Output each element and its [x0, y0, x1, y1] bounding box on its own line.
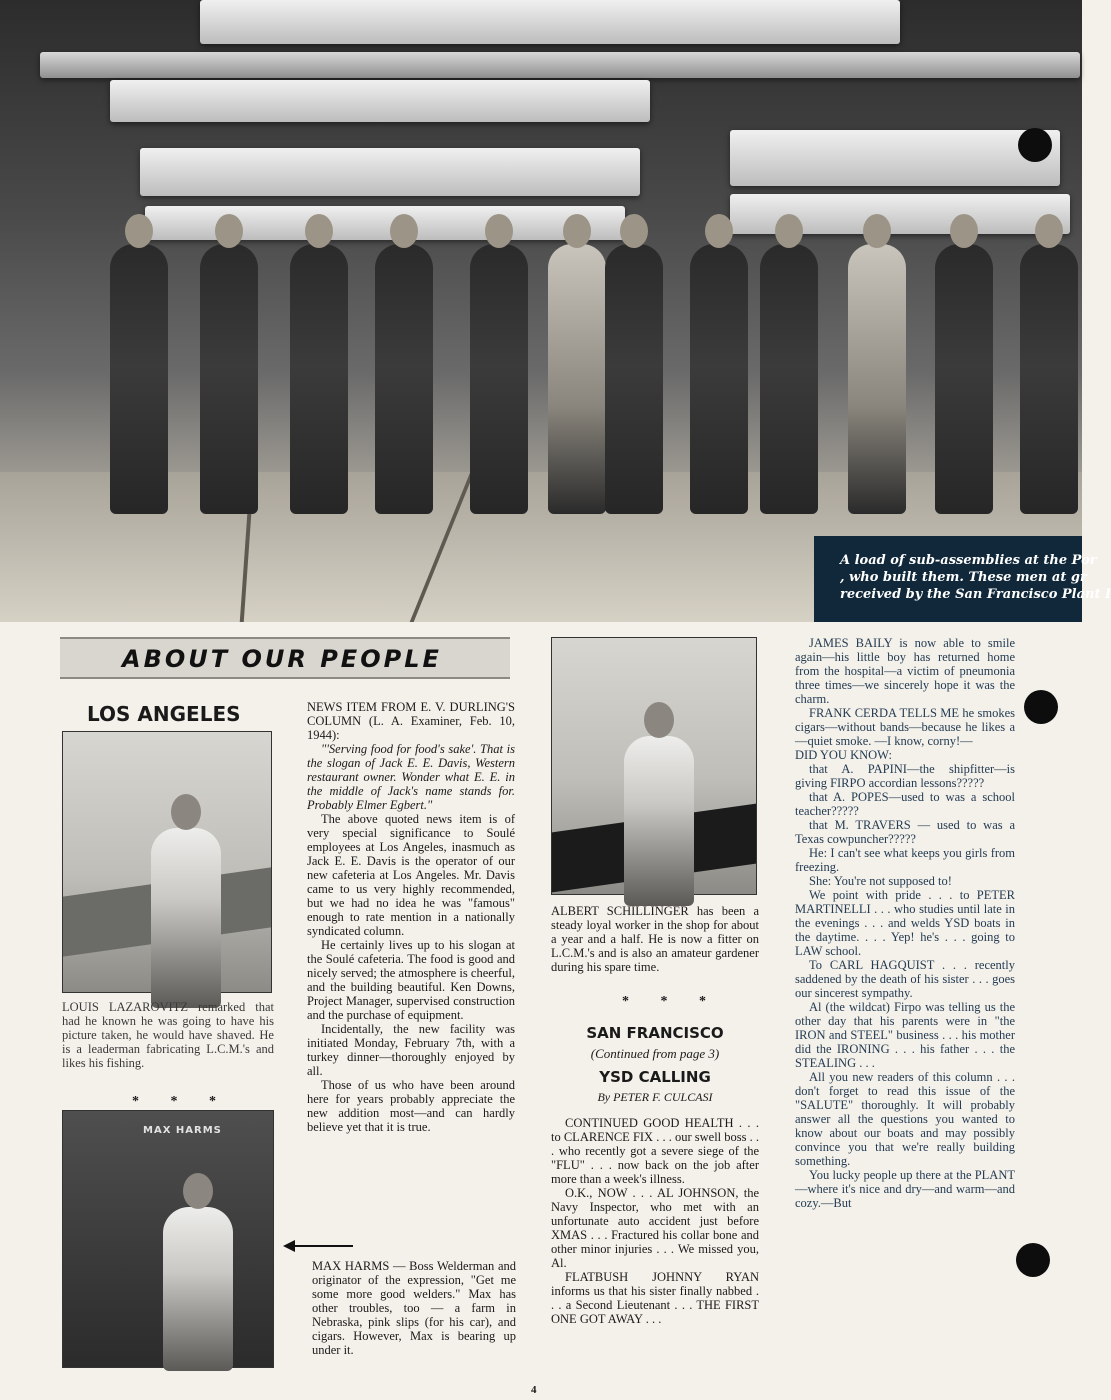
ysd-paragraph: She: You're not supposed to! [809, 874, 952, 888]
worker-figure [200, 244, 258, 514]
worker-figure [375, 244, 433, 514]
ysd-column-part-1 [551, 1116, 759, 1326]
ysd-paragraph: You lucky people up there at the PLANT—where it's nice and dry—and warm—and cozy.—But [795, 1168, 1015, 1210]
photo-stencil-label: MAX HARMS [143, 1125, 222, 1136]
banner-title: ABOUT OUR PEOPLE [122, 645, 442, 673]
photo-beam [110, 80, 650, 122]
photo-beam [40, 52, 1080, 78]
news-item-paragraph: The above quoted news item is of very special significance to Soulé employees at Los Angeles, inasmuch as Jack E. E. Davis is the operator of our new cafeteria at Los Angeles. Mr. Davis came to us very highly recommended, but we had no idea he was "famous" enough to rate mention in a nationally syndicated column. [307, 812, 515, 938]
ysd-paragraph: that A. PAPINI—the shipfitter—is giving FIRPO accordian lessons????? [795, 762, 1015, 790]
binder-hole [1016, 1243, 1050, 1277]
san-francisco-heading: SAN FRANCISCO [586, 1024, 724, 1042]
news-item-paragraph: Incidentally, the new facility was initiated Monday, February 7th, with a turkey dinner—thoroughly enjoyed by all. [307, 1022, 515, 1078]
worker-figure [848, 244, 906, 514]
ysd-paragraph: CONTINUED GOOD HEALTH . . . to CLARENCE FIX . . . our swell boss . . . who recently got a severe siege of the "FLU" . . . now back on the job after more than a week's illness. [551, 1116, 759, 1186]
news-item-heading: NEWS ITEM FROM E. V. DURLING'S COLUMN (L. A. Examiner, Feb. 10, 1944): [307, 700, 515, 742]
photo-caption-line: , who built them. These men at gr [840, 570, 1087, 585]
ysd-paragraph: All you new readers of this column . . . don't forget to read this issue of the "SALUTE" thoroughly. It will probably answer all the questions you wanted to know about our boats and may possibly convince you that we're really building something. [795, 1070, 1015, 1168]
news-item-quote: "'Serving food for food's sake'. That is the slogan of Jack E. E. Davis, Western restaurant owner. Wonder what E. E. in the middle of Jack's name stands for. Probably Elmer Egbert." [307, 742, 515, 812]
person-figure [151, 828, 221, 1008]
continued-note: (Continued from page 3) [590, 1046, 720, 1061]
about-our-people-banner [60, 637, 510, 679]
binder-hole [1024, 690, 1058, 724]
news-item-paragraph: He certainly lives up to his slogan at the Soulé cafeteria. The food is good and nicely served; the atmosphere is cheerful, and the building beautiful. Ken Downs, Project Manager, supervised construction and the purchase of equipment. [307, 938, 515, 1022]
group-photo-workers [0, 0, 1111, 622]
news-item-article [307, 700, 515, 1134]
ysd-paragraph: O.K., NOW . . . AL JOHNSON, the Navy Inspector, who met with an unfortunate auto accident just before XMAS . . . Fractured his collar bone and other minor injuries . . . We missed you, Al. [551, 1186, 759, 1270]
person-figure [163, 1207, 233, 1371]
photo-caption-line: A load of sub-assemblies at the Por [840, 553, 1097, 568]
ysd-paragraph: that M. TRAVERS — used to was a Texas cowpuncher????? [795, 818, 1015, 846]
photo-beam [200, 0, 900, 44]
ysd-calling-heading: YSD CALLING [599, 1068, 711, 1086]
photo-caption [814, 536, 1111, 622]
ysd-paragraph: We point with pride . . . to PETER MARTINELLI . . . who studies until late in the evenings . . . and welds YSD boats in the daytime. . . . Yep! he's . . . going to LAW school. [795, 888, 1015, 958]
left-arrow-icon [283, 1240, 353, 1252]
binder-hole [1018, 128, 1052, 162]
ysd-paragraph: JAMES BAILY is now able to smile again—his little boy has returned home from the hospital—a victim of pneumonia three times—we sincerely hope it was the charm. [795, 636, 1015, 706]
photo-beam [140, 148, 640, 196]
worker-figure [760, 244, 818, 514]
harms-text: MAX HARMS — Boss Welderman and originator of the expression, "Get me some more good welders." Max has other troubles, too — a farm in Nebraska, pink slips (for his car), and cigars. However, Max is bearing up under it. [312, 1259, 516, 1357]
worker-figure [605, 244, 663, 514]
photo-caption-line: received by the San Francisco Plant I [840, 587, 1111, 602]
ysd-paragraph: FRANK CERDA TELLS ME he smokes cigars—without bands—because he likes a—quiet smoke. —I know, corny!— [795, 706, 1015, 748]
schillinger-photo [551, 637, 757, 895]
ysd-paragraph: that A. POPES—used to was a school teacher????? [795, 790, 1015, 818]
worker-figure [548, 244, 606, 514]
lazarovitz-photo [62, 731, 272, 993]
ysd-column-part-2 [795, 636, 1015, 1210]
separator-stars: * * * [622, 994, 720, 1009]
page-number: 4 [531, 1384, 537, 1396]
photo-beam [730, 130, 1060, 186]
worker-figure [690, 244, 748, 514]
harms-photo [62, 1110, 274, 1368]
ysd-paragraph: DID YOU KNOW: [795, 748, 892, 762]
byline: By PETER F. CULCASI [597, 1090, 713, 1104]
separator-stars: * * * [132, 1094, 230, 1109]
ysd-paragraph: To CARL HAGQUIST . . . recently saddened by the death of his sister . . . goes our sincerest sympathy. [795, 958, 1015, 1000]
schillinger-text: ALBERT SCHILLINGER has been a steady loyal worker in the shop for about a year and a half. He is now a fitter on L.C.M.'s and is also an amateur gardener during his spare time. [551, 904, 759, 974]
worker-figure [935, 244, 993, 514]
worker-figure [1020, 244, 1078, 514]
ysd-paragraph: He: I can't see what keeps you girls from freezing. [795, 846, 1015, 874]
worker-figure [290, 244, 348, 514]
lazarovitz-text: LOUIS LAZAROVITZ remarked that had he known he was going to have his picture taken, he would have shaved. He is a leaderman fabricating L.C.M.'s and likes his fishing. [62, 1000, 274, 1070]
worker-figure [110, 244, 168, 514]
los-angeles-heading: LOS ANGELES [87, 702, 241, 726]
ysd-paragraph: Al (the wildcat) Firpo was telling us the other day that his parents were in "the IRON and STEEL" business . . . his mother did the IRONING . . . his father . . . the STEALING . . . [795, 1000, 1015, 1070]
person-figure [624, 736, 694, 906]
ysd-paragraph: FLATBUSH JOHNNY RYAN informs us that his sister finally nabbed . . . a Second Lieutenant . . . THE FIRST ONE GOT AWAY . . . [551, 1270, 759, 1326]
news-item-paragraph: Those of us who have been around here for years probably appreciate the new addition most—and can hardly believe yet that it is true. [307, 1078, 515, 1134]
worker-figure [470, 244, 528, 514]
